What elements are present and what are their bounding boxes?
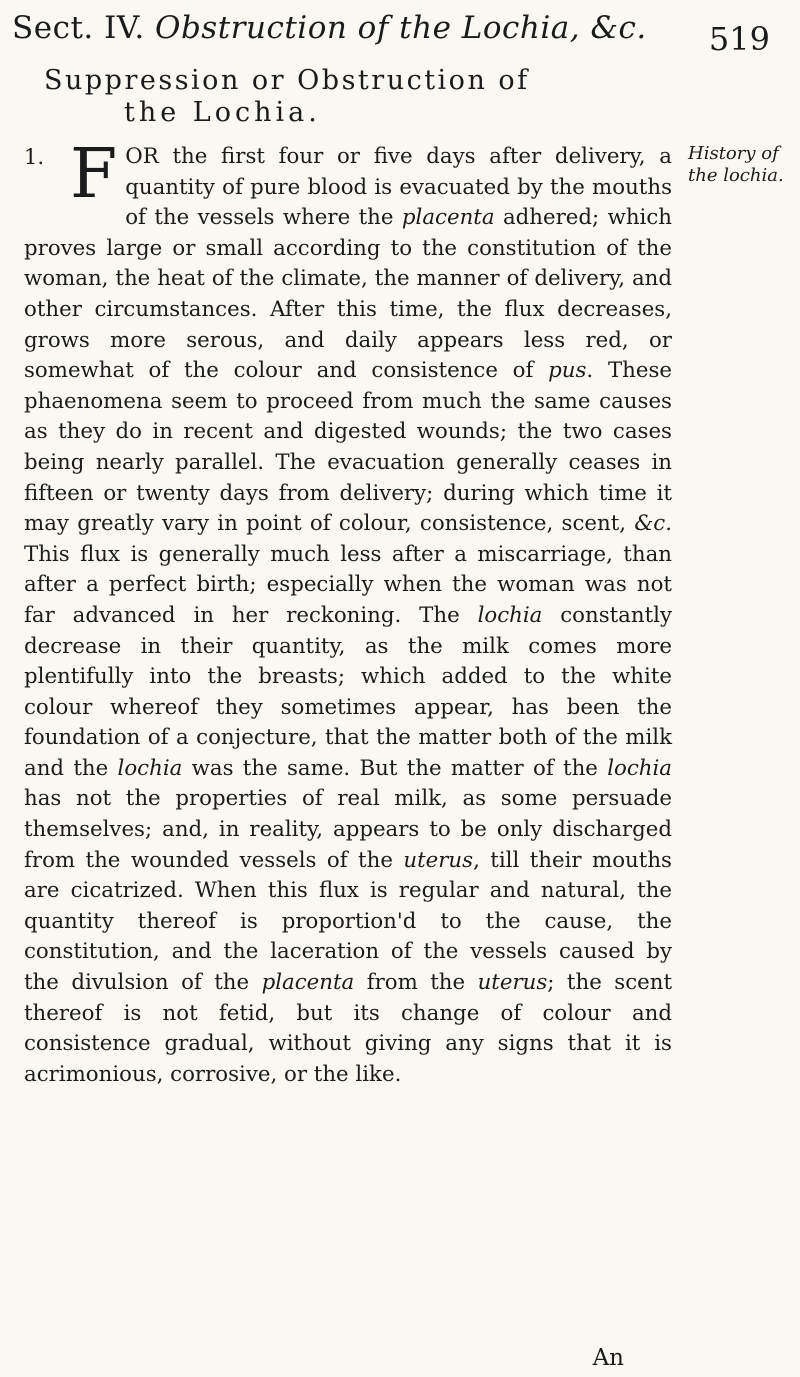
body-text (24, 135, 673, 1090)
italic-term: placenta (401, 205, 495, 231)
section-heading-line-1: Suppression or Obstruction of (44, 65, 530, 96)
text-run: OR the first four or five days after delivery, a quantity of pure blood is evacuated by the mouths of the vessels where the (125, 144, 672, 231)
text-run: from the (354, 970, 478, 996)
paragraph-number: 1. (24, 145, 45, 169)
margin-note: History of the lochia. (688, 143, 784, 186)
italic-term: uterus (403, 847, 474, 873)
paragraph (24, 135, 673, 1090)
drop-cap: F (70, 135, 118, 214)
italic-term: lochia (117, 755, 183, 781)
catchword: An (592, 1345, 624, 1371)
italic-term: placenta (261, 970, 355, 996)
italic-term: lochia (607, 755, 673, 781)
text-run: adhered; which proves large or small according to the constitution of the woman, the heat of the climate, the manner of delivery, and other circumstances. After this time, the flux decreases, grows more serous, and daily appears less red, or somewhat of the colour and consistence of (24, 205, 672, 384)
running-head (12, 10, 772, 46)
text-run: has not the properties of real milk, as some persuade themselves; and, in reality, appears to be only discharged from the wounded vessels of the (24, 786, 672, 873)
text-run: constantly decrease in their quantity, as the milk comes more plentifully into the breasts; which added to the white colour whereof they sometimes appear, has been the foundation of a conjecture, that the matter both of the milk and the (24, 602, 672, 781)
section-heading-line-2: the Lochia. (124, 97, 321, 128)
section-heading (44, 65, 684, 129)
text-run: , till their mouths are cicatrized. When this flux is regular and natural, the quantity thereof is proportion'd to the cause, the constitution, and the laceration of the vessels caused by the divulsion of the (24, 847, 672, 996)
text-run: was the same. But the matter of the (182, 755, 608, 781)
italic-term: &c. (634, 511, 672, 537)
text-run: This flux is generally much less after a miscarriage, than after a perfect birth; especially when the woman was not far advanced in her reckoning. The (24, 541, 672, 628)
text-run: ; the scent thereof is not fetid, but its change of colour and consistence gradual, without giving any signs that it is acrimonious, corrosive, or the like. (24, 970, 672, 1087)
italic-term: uterus (477, 970, 548, 996)
italic-term: pus (548, 358, 587, 384)
page-number: 519 (708, 20, 770, 58)
text-run: . These phaenomena seem to proceed from much the same causes as they do in recent and digested wounds; the two cases being nearly parallel. The evacuation generally ceases in fifteen or twenty days from delivery; during which time it may greatly vary in point of colour, consistence, scent, (24, 358, 672, 537)
italic-term: lochia (477, 602, 543, 628)
running-title: Obstruction of the Lochia, &c. (155, 10, 647, 46)
section-label: Sect. IV. (12, 10, 145, 46)
